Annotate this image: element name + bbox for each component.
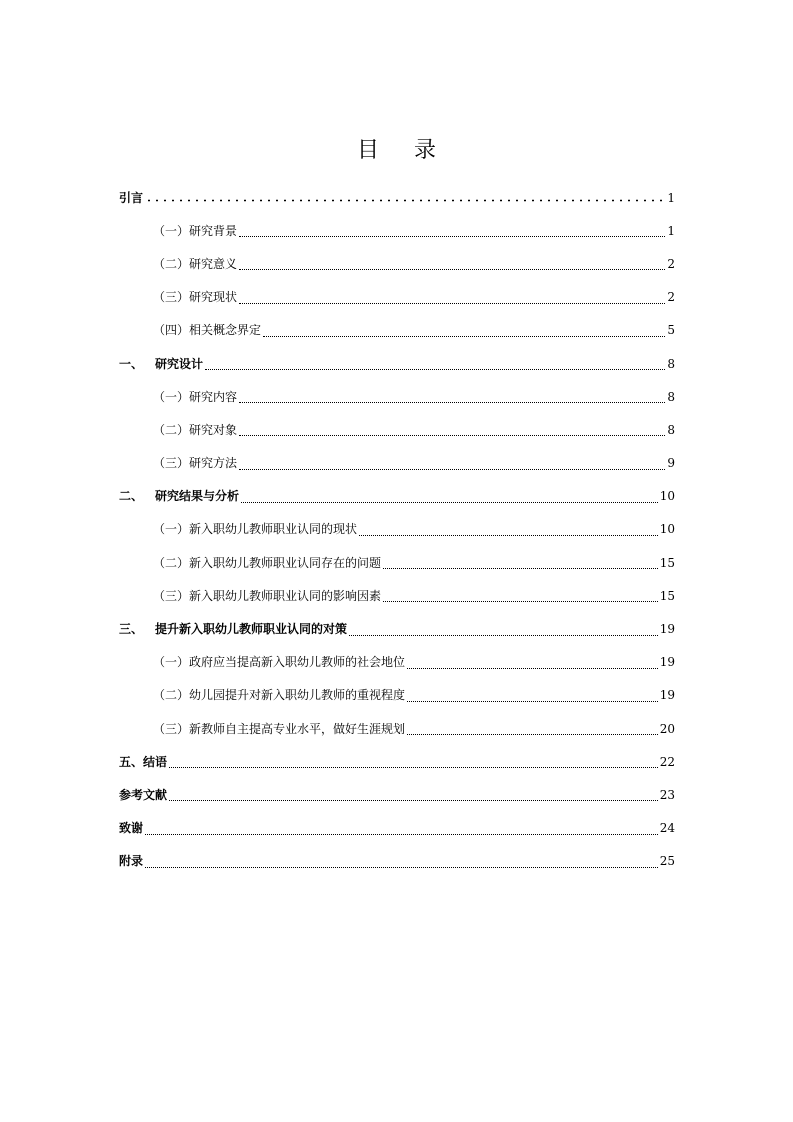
toc-entry-label: 致谢 — [119, 821, 144, 836]
toc-entry-self-improvement[interactable] — [119, 712, 675, 745]
toc-entry-appendix[interactable] — [119, 845, 675, 878]
toc-entry-label: （二）研究对象 — [153, 422, 238, 437]
toc-entry-label: 附录 — [119, 854, 144, 869]
toc-entry-label: （一）研究背景 — [153, 223, 238, 238]
toc-entry-identity-problems[interactable] — [119, 546, 675, 579]
toc-entry-identity-status[interactable] — [119, 513, 675, 546]
toc-entry-references[interactable] — [119, 778, 675, 811]
toc-entry-page: 25 — [659, 854, 675, 869]
toc-entry-label: （三）研究方法 — [153, 456, 238, 471]
toc-title: 目 录 — [357, 137, 450, 163]
toc-entry-page: 10 — [659, 522, 675, 537]
toc-leader-dots — [383, 558, 658, 569]
toc-leader-dots — [169, 757, 658, 768]
toc-entry-label: 引言 — [119, 190, 144, 205]
toc-leader-dots — [239, 392, 665, 403]
toc-entry-page: 5 — [667, 323, 675, 338]
toc-entry-page: 8 — [667, 389, 675, 404]
toc-leader-dots — [239, 259, 665, 270]
toc-leader-dots — [407, 724, 658, 735]
toc-entry-label: （二）新入职幼儿教师职业认同存在的问题 — [153, 555, 382, 570]
toc-entry-label: （一）新入职幼儿教师职业认同的现状 — [153, 522, 358, 537]
toc-leader-dots — [263, 326, 665, 337]
toc-entry-research-content[interactable] — [119, 380, 675, 413]
toc-leader-dots — [407, 658, 658, 669]
toc-entry-page: 10 — [659, 489, 675, 504]
toc-entry-label: （二）幼儿园提升对新入职幼儿教师的重视程度 — [153, 688, 406, 703]
toc-entry-label: （三）研究现状 — [153, 290, 238, 305]
toc-entry-introduction[interactable] — [119, 181, 675, 214]
toc-entry-label: （三）新入职幼儿教师职业认同的影响因素 — [153, 588, 382, 603]
toc-leader-dots — [239, 425, 665, 436]
toc-entry-text: 研究设计 — [155, 356, 204, 371]
toc-entry-identity-factors[interactable] — [119, 579, 675, 612]
toc-entry-page: 9 — [667, 456, 675, 471]
toc-entry-label: （三）新教师自主提高专业水平，做好生涯规划 — [153, 721, 406, 736]
toc-entry-page: 19 — [659, 622, 675, 637]
toc-entry-text: 提升新入职幼儿教师职业认同的对策 — [155, 622, 348, 637]
toc-entry-label — [119, 622, 347, 636]
toc-entry-page: 1 — [667, 190, 675, 205]
toc-entry-research-subjects[interactable] — [119, 413, 675, 446]
toc-entry-page: 20 — [659, 721, 675, 736]
toc-entry-page: 8 — [667, 422, 675, 437]
toc-entry-page: 19 — [659, 655, 675, 670]
toc-entry-text: 研究结果与分析 — [155, 489, 240, 504]
toc-entry-label: （一）政府应当提高新入职幼儿教师的社会地位 — [153, 655, 406, 670]
toc-entry-page: 24 — [659, 821, 675, 836]
toc-entry-label: 参考文献 — [119, 787, 168, 802]
toc-entry-label: （二）研究意义 — [153, 256, 238, 271]
toc-leader-dots — [241, 492, 658, 503]
toc-entry-label: （四）相关概念界定 — [153, 323, 262, 338]
toc-leader-dots — [145, 194, 665, 202]
toc-leader-dots — [359, 525, 658, 536]
toc-entry-research-status[interactable] — [119, 281, 675, 314]
toc-entry-research-significance[interactable] — [119, 247, 675, 280]
toc-entry-countermeasures[interactable] — [119, 612, 675, 645]
toc-entry-label — [119, 489, 239, 503]
toc-entry-results-analysis[interactable] — [119, 480, 675, 513]
toc-leader-dots — [383, 591, 658, 602]
toc-entry-page: 19 — [659, 688, 675, 703]
toc-leader-dots — [239, 293, 665, 304]
table-of-contents — [119, 181, 675, 878]
toc-entry-label: （一）研究内容 — [153, 389, 238, 404]
toc-entry-government-status[interactable] — [119, 646, 675, 679]
toc-entry-kindergarten-attention[interactable] — [119, 679, 675, 712]
toc-entry-acknowledgements[interactable] — [119, 812, 675, 845]
toc-entry-page: 15 — [659, 555, 675, 570]
toc-entry-page: 1 — [667, 223, 675, 238]
toc-leader-dots — [145, 824, 658, 835]
toc-leader-dots — [169, 790, 658, 801]
toc-leader-dots — [145, 857, 658, 868]
toc-entry-page: 2 — [667, 290, 675, 305]
toc-leader-dots — [239, 226, 665, 237]
toc-entry-page: 22 — [659, 754, 675, 769]
toc-entry-page: 15 — [659, 588, 675, 603]
toc-entry-page: 2 — [667, 256, 675, 271]
toc-entry-concept-definition[interactable] — [119, 314, 675, 347]
toc-entry-prefix: 三、 — [119, 622, 144, 637]
toc-entry-prefix: 二、 — [119, 489, 144, 504]
toc-entry-research-design[interactable] — [119, 347, 675, 380]
toc-leader-dots — [407, 691, 658, 702]
toc-entry-page: 8 — [667, 356, 675, 371]
toc-leader-dots — [205, 359, 665, 370]
toc-entry-prefix: 一、 — [119, 356, 144, 371]
toc-entry-page: 23 — [659, 787, 675, 802]
toc-leader-dots — [349, 625, 658, 636]
toc-leader-dots — [239, 459, 665, 470]
toc-entry-label — [119, 357, 203, 371]
toc-entry-label: 五、结语 — [119, 754, 168, 769]
toc-entry-research-methods[interactable] — [119, 447, 675, 480]
toc-entry-research-background[interactable] — [119, 214, 675, 247]
toc-entry-conclusion[interactable] — [119, 745, 675, 778]
